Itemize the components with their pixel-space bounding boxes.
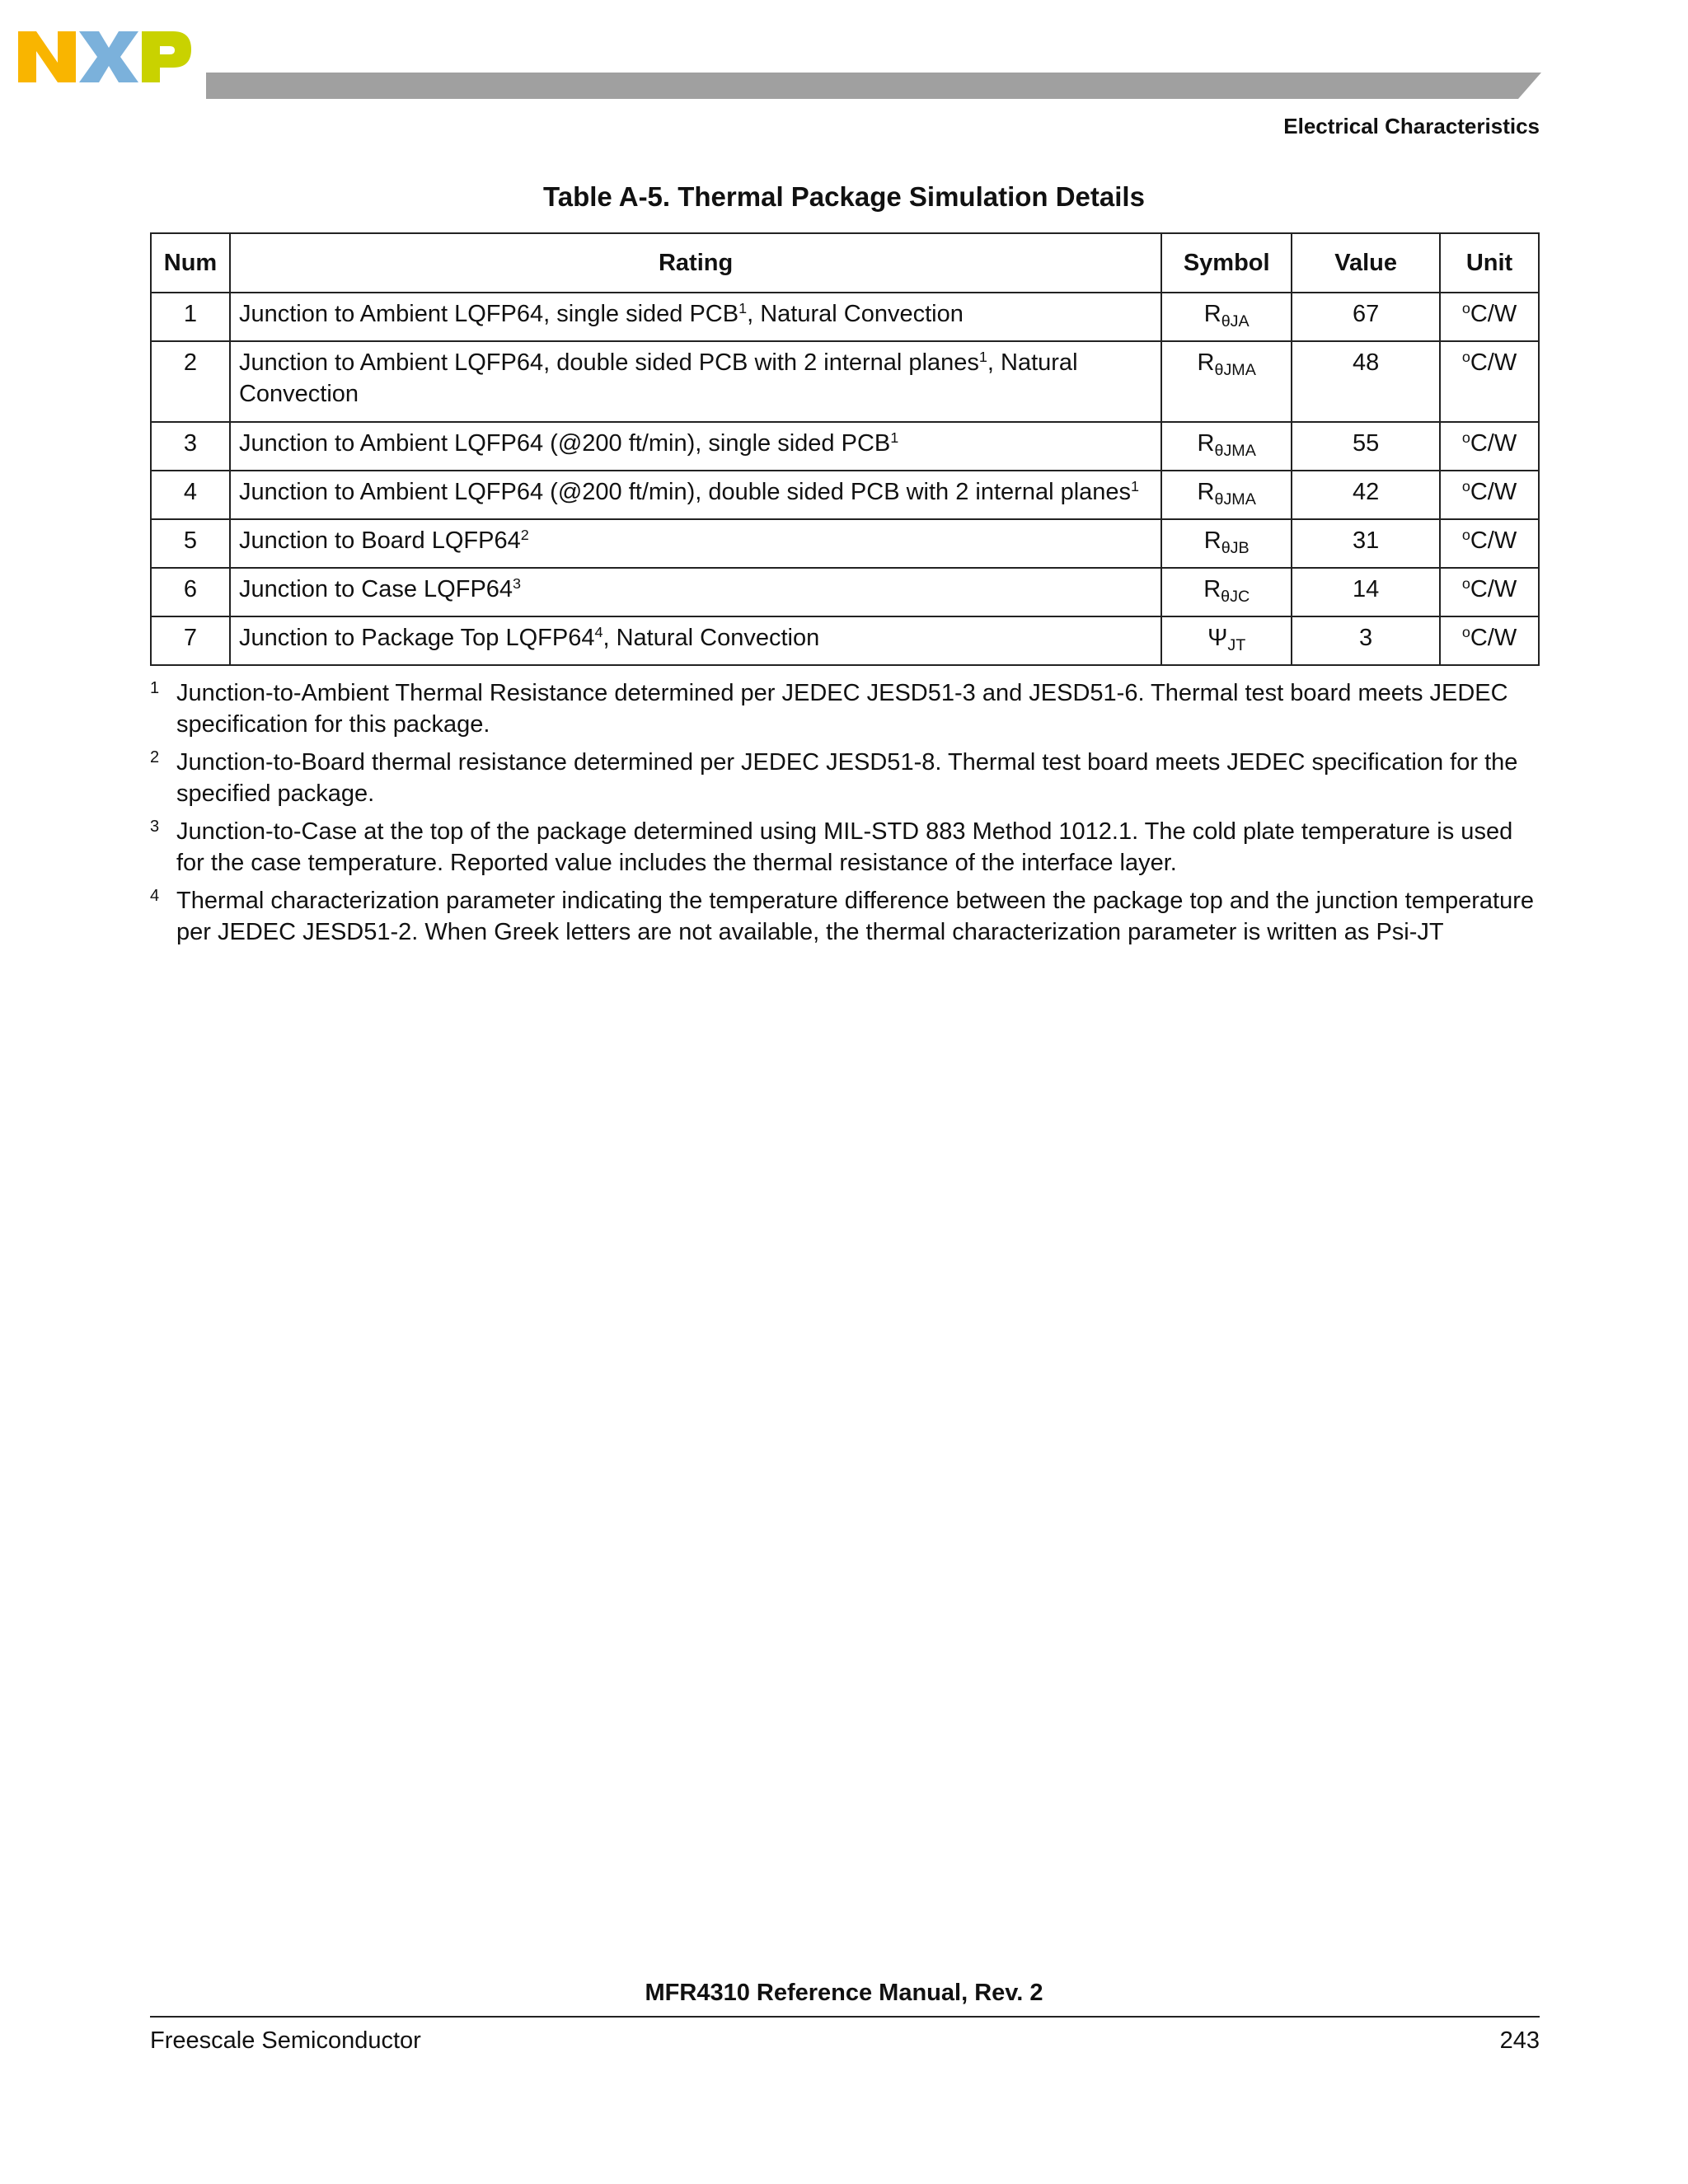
cell-num: 2 — [151, 341, 230, 422]
col-header-value: Value — [1292, 233, 1440, 293]
unit-text: C/W — [1470, 527, 1517, 554]
symbol-subscript: θJB — [1221, 538, 1250, 557]
degree-mark: o — [1461, 527, 1470, 544]
rating-text: Junction to Board LQFP64 — [238, 527, 521, 554]
cell-unit — [1440, 293, 1539, 341]
degree-mark: o — [1461, 624, 1470, 641]
thermal-table — [150, 232, 1540, 666]
footnote — [150, 747, 1540, 809]
unit-text: C/W — [1470, 576, 1517, 602]
cell-unit — [1440, 568, 1539, 616]
header-bar — [206, 73, 1541, 99]
cell-rating — [230, 519, 1161, 568]
rating-text: Junction to Ambient LQFP64, single sided PCB — [238, 301, 739, 327]
cell-symbol — [1161, 616, 1292, 665]
unit-text: C/W — [1470, 479, 1517, 505]
rating-text: Junction to Ambient LQFP64, double sided PCB with 2 internal planes — [238, 349, 979, 376]
cell-rating — [230, 422, 1161, 471]
symbol-subscript: θJMA — [1214, 490, 1256, 509]
page-number: 243 — [1499, 2027, 1540, 2054]
col-header-rating: Rating — [230, 233, 1161, 293]
rating-tail: , Natural Convection — [747, 301, 964, 327]
cell-symbol — [1161, 519, 1292, 568]
symbol-subscript: θJA — [1221, 312, 1250, 330]
degree-mark: o — [1461, 575, 1470, 593]
cell-unit — [1440, 519, 1539, 568]
rating-tail: , Natural Convection — [603, 625, 820, 651]
symbol-main: R — [1203, 576, 1221, 602]
cell-num: 4 — [151, 471, 230, 519]
symbol-main: R — [1197, 349, 1215, 376]
footnote-text: Thermal characterization parameter indicating the temperature difference between the package top and the junction temperature per JEDEC JESD51-2. When Greek letters are not available, the thermal characterization parameter is written as Psi-JT — [176, 888, 1534, 945]
footnote-mark: 4 — [150, 887, 160, 905]
footnote — [150, 816, 1540, 879]
footnote — [150, 885, 1540, 948]
cell-value: 3 — [1292, 616, 1440, 665]
unit-text: C/W — [1470, 625, 1517, 651]
cell-symbol — [1161, 471, 1292, 519]
rating-footnote-ref: 1 — [890, 429, 899, 447]
symbol-main: R — [1197, 430, 1215, 457]
section-title: Electrical Characteristics — [1283, 114, 1540, 138]
unit-text: C/W — [1470, 301, 1517, 327]
logo-x-shape — [79, 31, 138, 82]
table-row — [151, 293, 1539, 341]
rating-footnote-ref: 2 — [520, 527, 529, 544]
cell-unit — [1440, 422, 1539, 471]
cell-value: 48 — [1292, 341, 1440, 422]
table-row — [151, 519, 1539, 568]
table-row — [151, 471, 1539, 519]
logo-p-shape — [142, 31, 191, 82]
cell-rating — [230, 293, 1161, 341]
table-row — [151, 422, 1539, 471]
cell-symbol — [1161, 422, 1292, 471]
cell-value: 31 — [1292, 519, 1440, 568]
unit-text: C/W — [1470, 430, 1517, 457]
cell-unit — [1440, 616, 1539, 665]
cell-rating — [230, 471, 1161, 519]
cell-num: 3 — [151, 422, 230, 471]
nxp-logo — [18, 23, 191, 89]
table-row — [151, 616, 1539, 665]
unit-text: C/W — [1470, 349, 1517, 376]
footnotes — [150, 677, 1540, 954]
cell-rating — [230, 568, 1161, 616]
footer-company: Freescale Semiconductor — [150, 2027, 421, 2054]
footnote-text: Junction-to-Ambient Thermal Resistance determined per JEDEC JESD51-3 and JESD51-6. Thermal test board meets JEDEC specification for this package. — [176, 680, 1508, 738]
rating-footnote-ref: 4 — [594, 624, 603, 641]
degree-mark: o — [1461, 429, 1470, 447]
footnote-mark: 2 — [150, 748, 160, 766]
footer-divider — [150, 2016, 1540, 2018]
cell-symbol — [1161, 568, 1292, 616]
table-header-row — [151, 233, 1539, 293]
rating-text: Junction to Case LQFP64 — [238, 576, 513, 602]
cell-unit — [1440, 471, 1539, 519]
rating-footnote-ref: 1 — [738, 300, 748, 317]
degree-mark: o — [1461, 349, 1470, 366]
rating-text: Junction to Ambient LQFP64 (@200 ft/min), single sided PCB — [238, 430, 891, 457]
symbol-main: R — [1203, 527, 1221, 554]
rating-tail: , Natural Convection — [238, 349, 1078, 407]
symbol-subscript: θJMA — [1214, 441, 1256, 460]
col-header-symbol: Symbol — [1161, 233, 1292, 293]
symbol-main: R — [1197, 479, 1215, 505]
col-header-num: Num — [151, 233, 230, 293]
cell-unit — [1440, 341, 1539, 422]
cell-value: 55 — [1292, 422, 1440, 471]
table-row — [151, 568, 1539, 616]
cell-rating — [230, 341, 1161, 422]
cell-num: 1 — [151, 293, 230, 341]
cell-rating — [230, 616, 1161, 665]
symbol-subscript: θJC — [1221, 587, 1250, 606]
table-caption: Table A-5. Thermal Package Simulation Details — [543, 181, 1145, 212]
cell-value: 14 — [1292, 568, 1440, 616]
rating-footnote-ref: 3 — [513, 575, 522, 593]
symbol-main: Ψ — [1207, 625, 1228, 651]
rating-text: Junction to Package Top LQFP64 — [238, 625, 595, 651]
cell-value: 42 — [1292, 471, 1440, 519]
rating-footnote-ref: 1 — [978, 349, 987, 366]
footnote-mark: 1 — [150, 679, 160, 697]
table-body — [151, 293, 1539, 665]
degree-mark: o — [1461, 300, 1470, 317]
footnote-mark: 3 — [150, 818, 160, 836]
symbol-subscript: JT — [1227, 635, 1246, 654]
logo-n-shape — [18, 31, 76, 82]
col-header-unit: Unit — [1440, 233, 1539, 293]
symbol-main: R — [1203, 301, 1221, 327]
degree-mark: o — [1461, 478, 1470, 495]
table-row — [151, 341, 1539, 422]
cell-symbol — [1161, 341, 1292, 422]
cell-symbol — [1161, 293, 1292, 341]
cell-value: 67 — [1292, 293, 1440, 341]
footer-document-title: MFR4310 Reference Manual, Rev. 2 — [645, 1980, 1043, 2006]
symbol-subscript: θJMA — [1214, 360, 1256, 379]
footnote — [150, 677, 1540, 740]
footnote-text: Junction-to-Board thermal resistance determined per JEDEC JESD51-8. Thermal test board meets JEDEC specification for the specified package. — [176, 749, 1518, 807]
cell-num: 5 — [151, 519, 230, 568]
cell-num: 7 — [151, 616, 230, 665]
footnote-text: Junction-to-Case at the top of the package determined using MIL-STD 883 Method 1012.1. The cold plate temperature is used for the case temperature. Reported value includes the thermal resistance of the interface layer. — [176, 818, 1513, 876]
rating-footnote-ref: 1 — [1131, 478, 1140, 495]
cell-num: 6 — [151, 568, 230, 616]
rating-text: Junction to Ambient LQFP64 (@200 ft/min), double sided PCB with 2 internal planes — [238, 479, 1132, 505]
